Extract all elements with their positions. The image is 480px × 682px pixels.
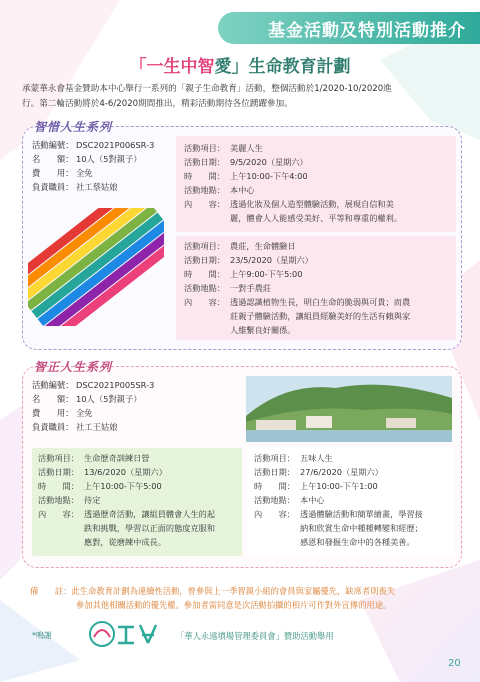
activity-venue: 活動地點： 本中心 bbox=[254, 495, 325, 505]
header-banner bbox=[218, 12, 480, 44]
activity-content-cont: 麗，體會人人能感受美好、平等和尊重的權利。 bbox=[230, 213, 402, 223]
series1-info-code: 活動編號： DSC2021P006SR-3 bbox=[32, 140, 155, 150]
activity-content-cont: 感恩和發掘生命中的各種美善。 bbox=[300, 537, 415, 547]
activity-name: 活動項目： 生命歷奇訓練日營 bbox=[38, 453, 150, 463]
page-number: 20 bbox=[448, 658, 461, 669]
activity-time: 時 間： 上午10:00-下午4:00 bbox=[184, 171, 308, 181]
activity-name: 活動項目： 農莊，生命體驗日 bbox=[184, 241, 296, 251]
sponsor-text: 「華人永遠墳場管理委員會」贊助活動舉用 bbox=[176, 631, 334, 641]
series1-info-staff: 負責職員： 社工蔡姑娘 bbox=[32, 182, 118, 192]
series1-info-fee: 費 用： 全免 bbox=[32, 168, 93, 178]
activity-content-cont: 莊親子體驗活動，讓組員經驗美好的生活有賴與家 bbox=[230, 311, 411, 321]
intro-text: 承蒙華永會基金贊助本中心舉行一系列的「親子生命教育」活動，整個活動於1/2020-10/2020進 行。第二輪活動將於4-6/2020期間推出，精彩活動期待各位踴躍參加。 bbox=[22, 84, 392, 109]
banner-title: 基金活動及特別活動推介 bbox=[268, 21, 466, 41]
remarks: 備 註：此生命教育計劃為連續性活動，曾參與上一季智親小組的會員與家屬優先，缺席者則喪失 參加其他相關活動的優先權。參加者需同意是次活動拍攝的相片可作對外宣傳的用途。 bbox=[30, 586, 396, 610]
series1-title: 智惜人生系列 bbox=[34, 120, 113, 134]
activity-time: 時 間： 上午10:00-下午5:00 bbox=[38, 481, 162, 491]
thanks-label: *鳴謝 bbox=[32, 631, 52, 640]
activity-content-cont: 跌和挑戰，學習以正面的態度克服和 bbox=[84, 523, 216, 533]
colored-pencils-image bbox=[28, 208, 164, 326]
activity-content: 內 容： 透過化妝及個人造型體驗活動，展現自信和美 bbox=[184, 199, 394, 209]
activity-content-cont: 納和欣賞生命中種種轉變和經歷； bbox=[300, 523, 423, 533]
series1-info-quota: 名 額： 10人（5對親子） bbox=[32, 154, 142, 164]
activity-date: 活動日期： 23/5/2020（星期六） bbox=[184, 255, 313, 265]
activity-time: 時 間： 上午9:00-下午5:00 bbox=[184, 269, 303, 279]
activity-content-cont: 人維繫良好關係。 bbox=[230, 325, 296, 335]
activity-name: 活動項目： 五味人生 bbox=[254, 453, 333, 463]
activity-time: 時 間： 上午10:00-下午1:00 bbox=[254, 481, 378, 491]
activity-content: 內 容： 透過體驗活動和簡單繪畫，學習接 bbox=[254, 509, 423, 519]
series2-info-quota: 名 額： 10人（5對親子） bbox=[32, 394, 142, 404]
landscape-photo bbox=[246, 376, 452, 442]
series2-info-code: 活動編號： DSC2021P005SR-3 bbox=[32, 380, 155, 390]
activity-date: 活動日期： 9/5/2020（星期六） bbox=[184, 157, 308, 167]
series2-info-fee: 費 用： 全免 bbox=[32, 408, 93, 418]
sponsor-logo bbox=[88, 617, 166, 651]
activity-venue: 活動地點： 待定 bbox=[38, 495, 101, 505]
activity-date: 活動日期： 13/6/2020（星期六） bbox=[38, 467, 167, 477]
series2-title: 智正人生系列 bbox=[34, 360, 113, 374]
activity-name: 活動項目： 美麗人生 bbox=[184, 143, 263, 153]
activity-venue: 活動地點： 一對手農莊 bbox=[184, 283, 271, 293]
series2-info-staff: 負責職員： 社工王姑娘 bbox=[32, 422, 118, 432]
activity-venue: 活動地點： 本中心 bbox=[184, 185, 255, 195]
activity-content-cont: 應對，從磨練中成長。 bbox=[84, 537, 166, 547]
page-title: 「一生中智愛」生命教育計劃 bbox=[129, 57, 351, 77]
activity-content: 內 容： 透過認識植物生長，明白生命的脆弱與可貴；而農 bbox=[184, 297, 411, 307]
activity-date: 活動日期： 27/6/2020（星期六） bbox=[254, 467, 383, 477]
activity-content: 內 容： 透過歷奇活動，讓組員體會人生的起 bbox=[38, 509, 216, 519]
